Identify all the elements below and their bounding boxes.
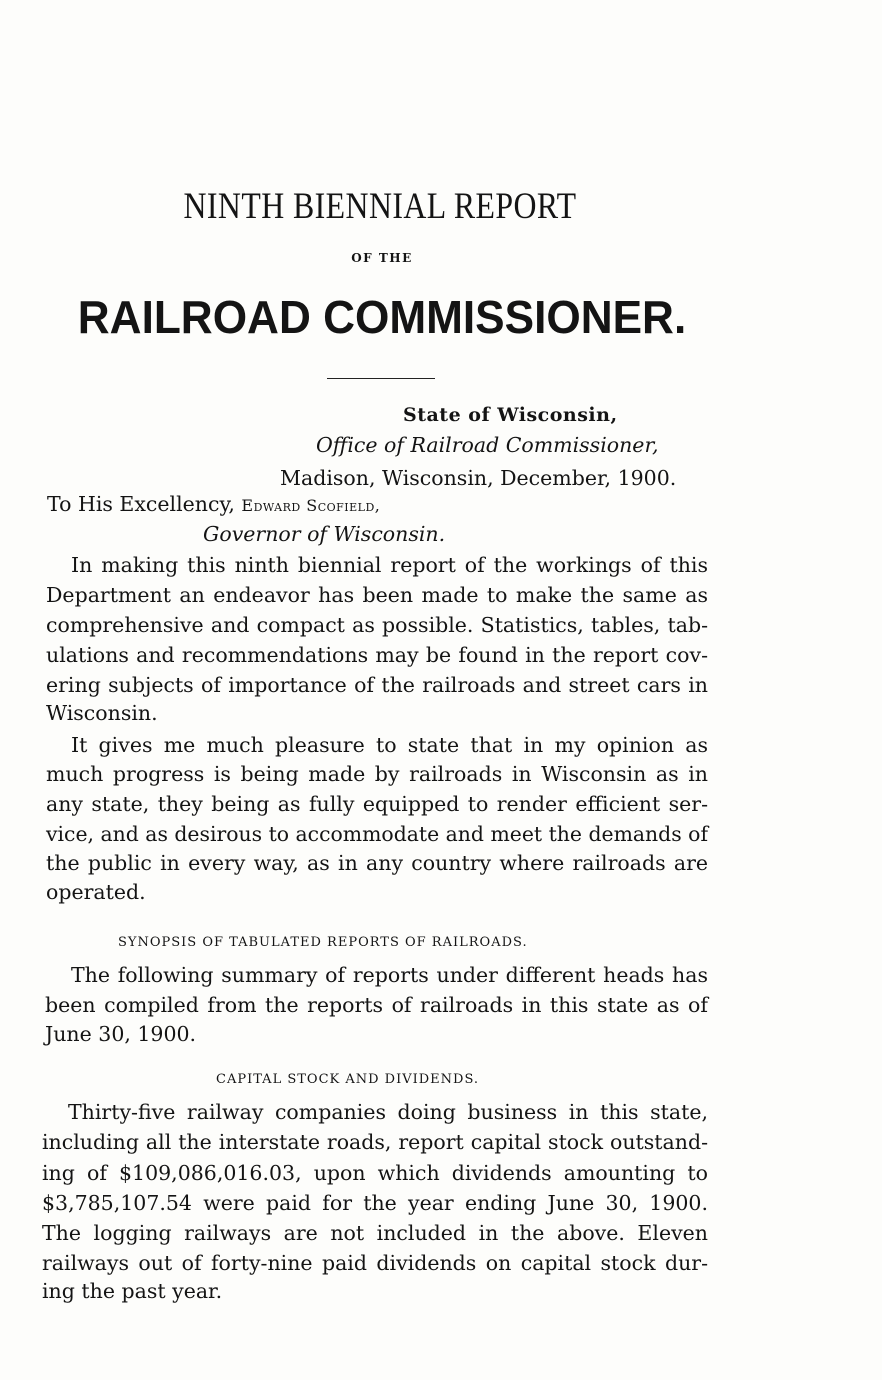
section-heading-synopsis: SYNOPSIS OF TABULATED REPORTS OF RAILROADS. (118, 935, 528, 950)
paragraph-line: In making this ninth biennial report of the workings of this (71, 553, 708, 577)
salutation-prefix: To His Excellency, (47, 492, 235, 516)
address-office: Office of Railroad Commissioner, (316, 433, 659, 457)
paragraph-line: the public in every way, as in any country where railroads are (46, 851, 708, 875)
paragraph-line: including all the interstate roads, report capital stock outstand- (42, 1130, 708, 1154)
paragraph-line: railways out of forty-nine paid dividends on capital stock dur- (42, 1251, 708, 1275)
salutation-name: Edward Scofield, (241, 496, 381, 515)
paragraph-line: June 30, 1900. (45, 1022, 197, 1046)
address-place-date: Madison, Wisconsin, December, 1900. (280, 466, 677, 490)
paragraph-line: ulations and recommendations may be found in the report cov- (46, 643, 708, 667)
report-title-of-the: OF THE (351, 251, 413, 265)
paragraph-line: Department an endeavor has been made to make the same as (46, 583, 708, 607)
report-title-commissioner: RAILROAD COMMISSIONER. (77, 291, 687, 343)
title-divider (327, 378, 435, 379)
paragraph-line: Wisconsin. (46, 701, 158, 725)
paragraph-line: ering subjects of importance of the railroads and street cars in (46, 673, 708, 697)
paragraph-line: operated. (46, 880, 146, 904)
paragraph-line: much progress is being made by railroads in Wisconsin as in (46, 762, 708, 786)
paragraph-line: $3,785,107.54 were paid for the year ending June 30, 1900. (42, 1191, 708, 1215)
section-heading-capital: CAPITAL STOCK AND DIVIDENDS. (216, 1072, 480, 1087)
paragraph-line: The following summary of reports under different heads has (71, 963, 708, 987)
paragraph-line: any state, they being as fully equipped to render efficient ser- (46, 792, 708, 816)
paragraph-line: vice, and as desirous to accommodate and meet the demands of (46, 822, 708, 846)
paragraph-line: The logging railways are not included in the above. Eleven (42, 1221, 708, 1245)
paragraph-line: ing of $109,086,016.03, upon which dividends amounting to (42, 1161, 708, 1185)
paragraph-line: It gives me much pleasure to state that in my opinion as (71, 733, 708, 757)
report-title: NINTH BIENNIAL REPORT (183, 186, 577, 227)
salutation (47, 494, 380, 515)
paragraph-line: comprehensive and compact as possible. Statistics, tables, tab- (46, 613, 708, 637)
paragraph-line: been compiled from the reports of railroads in this state as of (45, 993, 708, 1017)
paragraph-line: Thirty-five railway companies doing business in this state, (68, 1100, 708, 1124)
address-state: State of Wisconsin, (403, 404, 618, 426)
salutation-governor: Governor of Wisconsin. (203, 522, 446, 546)
paragraph-line: ing the past year. (42, 1279, 223, 1303)
